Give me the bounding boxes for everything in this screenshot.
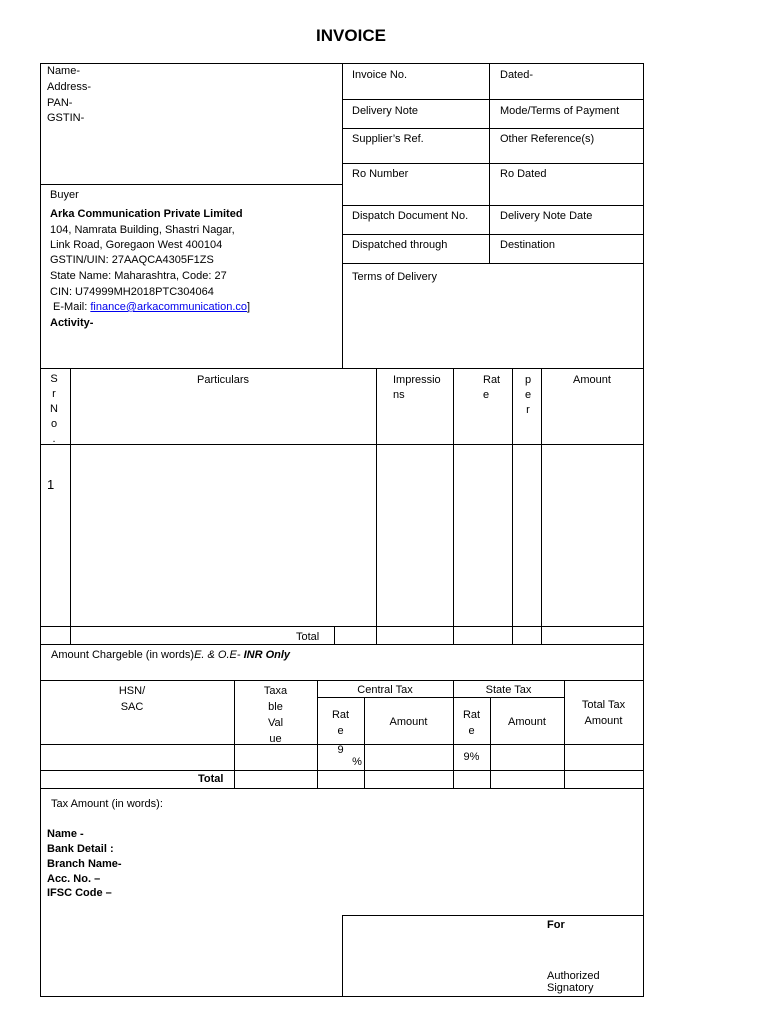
dispatched-through-label: Dispatched through [352,239,448,251]
tax-amount-words-label: Tax Amount (in words): [51,798,163,810]
buyer-label: Buyer [50,189,79,201]
suppliers-ref-label: Supplier’s Ref. [352,133,424,145]
per-letter: p [524,374,532,386]
impressions-header-2: ns [393,389,405,401]
per-letter: e [524,389,532,401]
bank-name-label: Name - [47,828,84,840]
amount-in-words [51,648,290,662]
taxable-value-line: ble [268,701,283,713]
acc-no-label: Acc. No. – [47,873,101,885]
other-ref-label: Other Reference(s) [500,133,595,145]
buyer-address-1: 104, Namrata Building, Shastri Nagar, [50,224,235,236]
particulars-header: Particulars [197,374,249,386]
ro-dated-label: Ro Dated [500,168,547,180]
item-row-number: 1 [47,477,55,492]
seller-pan-label: PAN- [47,97,73,109]
eoe-label: E. & O.E- [194,649,241,661]
mode-terms-label: Mode/Terms of Payment [500,105,620,117]
central-rate-header-1: Rat [331,709,350,721]
per-letter: r [526,404,530,416]
ro-number-label: Ro Number [352,168,409,180]
amount-words-label: Amount Chargeble (in words) [51,649,195,661]
ifsc-code-label: IFSC Code – [47,887,112,899]
state-rate-value: 9% [463,751,480,763]
buyer-email-link[interactable]: finance@arkacommunication.co [90,301,248,313]
amount-header: Amount [573,374,611,386]
state-rate-header-2: e [468,725,475,737]
buyer-gstin: GSTIN/UIN: 27AAQCA4305F1ZS [50,254,214,266]
hsn-header-1: HSN/ [118,685,146,697]
state-tax-header: State Tax [485,684,532,696]
buyer-cin: CIN: U74999MH2018PTC304064 [50,286,214,298]
signatory-label: Signatory [547,982,594,994]
central-amount-header: Amount [389,716,428,728]
dispatch-doc-label: Dispatch Document No. [352,210,469,222]
taxable-value-line: ue [269,733,282,745]
buyer-company: Arka Communication Private Limited [50,208,243,220]
state-amount-header: Amount [508,716,546,728]
per-header [521,373,535,418]
for-label: For [547,919,565,931]
bank-detail-label: Bank Detail : [47,843,114,855]
buyer-address-2: Link Road, Goregaon West 400104 [50,239,223,251]
sr-no-letter: r [52,388,56,400]
sr-no-letter: . [52,433,56,445]
inr-only-label: INR Only [240,649,291,661]
items-total-label: Total [296,631,320,643]
central-rate-value-2: % [352,756,362,768]
state-rate-header-1: Rat [462,709,481,721]
delivery-note-label: Delivery Note [352,105,419,117]
buyer-email-line [50,300,250,314]
invoice-title: INVOICE [316,26,386,45]
buyer-activity: Activity- [50,317,94,329]
sr-no-letter: S [50,373,58,385]
total-tax-header-1: Total Tax [581,699,626,711]
buyer-email-label: E-Mail: [50,301,91,313]
sr-no-letter: o [50,418,58,430]
destination-label: Destination [500,239,556,251]
invoice-no-label: Invoice No. [352,69,408,81]
buyer-state: State Name: Maharashtra, Code: 27 [50,270,227,282]
seller-gstin-label: GSTIN- [47,112,85,124]
taxable-value-header [234,683,317,747]
taxable-value-line: Val [267,717,284,729]
terms-of-delivery-label: Terms of Delivery [352,271,437,283]
delivery-note-date-label: Delivery Note Date [500,210,593,222]
total-tax-header-2: Amount [584,715,623,727]
rate-header-2: e [483,389,490,401]
branch-name-label: Branch Name- [47,858,122,870]
seller-address-label: Address- [47,81,92,93]
tax-total-label: Total [198,773,224,785]
buyer-email-suffix: ] [247,301,251,313]
impressions-header-1: Impressio [393,374,441,386]
authorized-label: Authorized [547,970,600,982]
central-rate-header-2: e [337,725,344,737]
sr-no-header [49,372,59,447]
dated-label: Dated- [500,69,534,81]
seller-name-label: Name- [47,65,81,77]
central-rate-value-1: 9 [337,744,344,756]
hsn-header-2: SAC [120,701,144,713]
taxable-value-line: Taxa [263,685,288,697]
sr-no-letter: N [50,403,58,415]
rate-header-1: Rat [483,374,501,386]
central-tax-header: Central Tax [357,684,413,696]
